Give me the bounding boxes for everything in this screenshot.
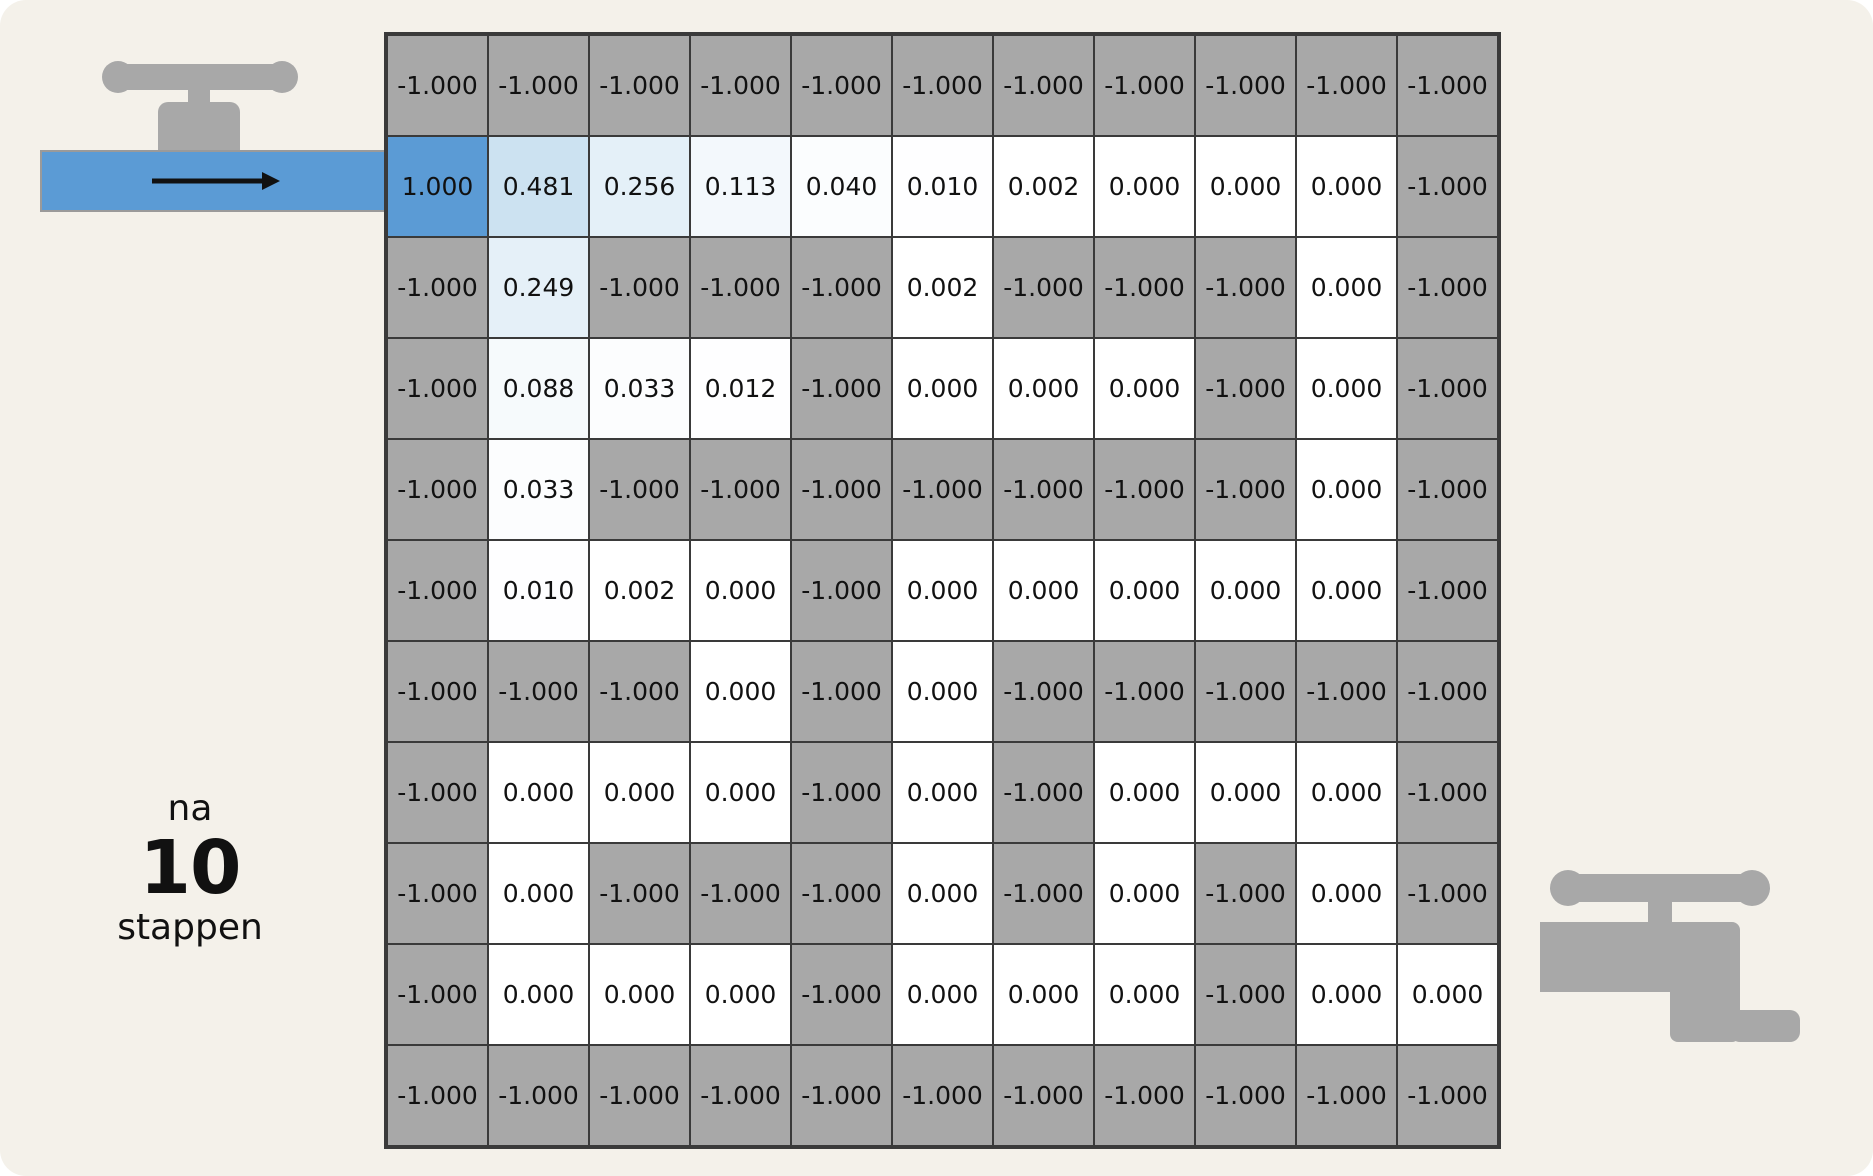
grid-cell: 0.000 bbox=[1296, 944, 1397, 1045]
grid-cell-wall: -1.000 bbox=[589, 1045, 690, 1146]
grid-cell: 0.000 bbox=[1094, 843, 1195, 944]
grid-cell-wall: -1.000 bbox=[387, 35, 488, 136]
grid-cell-wall: -1.000 bbox=[1094, 439, 1195, 540]
grid-cell-wall: -1.000 bbox=[387, 540, 488, 641]
value-grid bbox=[384, 32, 1501, 1149]
grid-cell-wall: -1.000 bbox=[1195, 338, 1296, 439]
grid-cell-wall: -1.000 bbox=[1094, 1045, 1195, 1146]
grid-cell: 0.000 bbox=[690, 742, 791, 843]
grid-cell: 0.000 bbox=[1296, 742, 1397, 843]
grid-cell-wall: -1.000 bbox=[488, 35, 589, 136]
grid-cell-wall: -1.000 bbox=[1195, 237, 1296, 338]
grid-cell: 0.000 bbox=[1296, 540, 1397, 641]
grid-cell-wall: -1.000 bbox=[791, 540, 892, 641]
grid-cell: 0.000 bbox=[1094, 742, 1195, 843]
grid-cell-wall: -1.000 bbox=[1397, 237, 1498, 338]
grid-cell-wall: -1.000 bbox=[1195, 439, 1296, 540]
grid-cell-wall: -1.000 bbox=[993, 439, 1094, 540]
grid-cell-wall: -1.000 bbox=[387, 439, 488, 540]
step-label-prefix: na bbox=[167, 788, 213, 829]
grid-cell-wall: -1.000 bbox=[1195, 641, 1296, 742]
grid-cell-wall: -1.000 bbox=[993, 1045, 1094, 1146]
grid-cell: 0.000 bbox=[1296, 237, 1397, 338]
grid-cell: 0.000 bbox=[892, 540, 993, 641]
grid-cell-wall: -1.000 bbox=[589, 35, 690, 136]
grid-cell: 0.040 bbox=[791, 136, 892, 237]
grid-cell: 0.012 bbox=[690, 338, 791, 439]
grid-cell-wall: -1.000 bbox=[488, 1045, 589, 1146]
grid-cell-wall: -1.000 bbox=[791, 742, 892, 843]
grid-cell-wall: -1.000 bbox=[1195, 35, 1296, 136]
grid-cell: 0.000 bbox=[892, 742, 993, 843]
grid-cell-wall: -1.000 bbox=[892, 1045, 993, 1146]
grid-cell: 0.000 bbox=[589, 944, 690, 1045]
grid-cell: 0.010 bbox=[892, 136, 993, 237]
grid-cell-wall: -1.000 bbox=[387, 338, 488, 439]
grid-cell: 0.000 bbox=[690, 944, 791, 1045]
grid-cell-wall: -1.000 bbox=[488, 641, 589, 742]
grid-cell: 0.033 bbox=[589, 338, 690, 439]
grid-cell: 0.010 bbox=[488, 540, 589, 641]
grid-cell-wall: -1.000 bbox=[387, 641, 488, 742]
grid-cell: 0.002 bbox=[892, 237, 993, 338]
grid-cell: 0.000 bbox=[892, 843, 993, 944]
grid-cell: 0.000 bbox=[1195, 136, 1296, 237]
grid-cell-wall: -1.000 bbox=[791, 641, 892, 742]
grid-cell-wall: -1.000 bbox=[1397, 641, 1498, 742]
grid-cell-wall: -1.000 bbox=[791, 237, 892, 338]
grid-cell-wall: -1.000 bbox=[1397, 843, 1498, 944]
grid-cell: 0.000 bbox=[589, 742, 690, 843]
grid-cell: 0.002 bbox=[589, 540, 690, 641]
grid-cell-wall: -1.000 bbox=[690, 439, 791, 540]
grid-cell-wall: -1.000 bbox=[1397, 540, 1498, 641]
grid-cell-wall: -1.000 bbox=[1296, 1045, 1397, 1146]
grid-cell-wall: -1.000 bbox=[791, 35, 892, 136]
grid-cell: 0.000 bbox=[1094, 338, 1195, 439]
grid-cell: 0.000 bbox=[488, 944, 589, 1045]
grid-cell: 0.000 bbox=[993, 338, 1094, 439]
grid-cell-wall: -1.000 bbox=[1094, 35, 1195, 136]
grid-cell-wall: -1.000 bbox=[1296, 641, 1397, 742]
grid-cell-wall: -1.000 bbox=[387, 742, 488, 843]
grid-cell-wall: -1.000 bbox=[993, 237, 1094, 338]
grid-cell-wall: -1.000 bbox=[589, 237, 690, 338]
grid-cell-wall: -1.000 bbox=[387, 1045, 488, 1146]
grid-cell-wall: -1.000 bbox=[1094, 641, 1195, 742]
grid-cell: 0.000 bbox=[1296, 338, 1397, 439]
grid-cell: 0.256 bbox=[589, 136, 690, 237]
grid-cell: 0.033 bbox=[488, 439, 589, 540]
grid-cell: 0.000 bbox=[892, 944, 993, 1045]
grid-cell-wall: -1.000 bbox=[791, 439, 892, 540]
grid-cell-wall: -1.000 bbox=[993, 742, 1094, 843]
grid-cell: 0.000 bbox=[1397, 944, 1498, 1045]
grid-cell-wall: -1.000 bbox=[791, 1045, 892, 1146]
grid-cell: 0.000 bbox=[488, 843, 589, 944]
grid-cell: 0.000 bbox=[1094, 136, 1195, 237]
grid-cell: 0.000 bbox=[1296, 843, 1397, 944]
grid-cell-wall: -1.000 bbox=[993, 35, 1094, 136]
grid-cell-wall: -1.000 bbox=[993, 843, 1094, 944]
grid-cell-wall: -1.000 bbox=[690, 1045, 791, 1146]
grid-cell-wall: -1.000 bbox=[993, 641, 1094, 742]
grid-cell: 0.249 bbox=[488, 237, 589, 338]
grid-cell: 0.000 bbox=[1094, 540, 1195, 641]
grid-cell: 0.088 bbox=[488, 338, 589, 439]
grid-cell-wall: -1.000 bbox=[1397, 742, 1498, 843]
grid-cell-wall: -1.000 bbox=[1195, 944, 1296, 1045]
grid-cell: 0.000 bbox=[993, 944, 1094, 1045]
grid-cell-wall: -1.000 bbox=[387, 944, 488, 1045]
grid-cell-wall: -1.000 bbox=[892, 35, 993, 136]
grid-cell-wall: -1.000 bbox=[1195, 1045, 1296, 1146]
grid-cell: 0.481 bbox=[488, 136, 589, 237]
grid-cell-wall: -1.000 bbox=[1397, 439, 1498, 540]
grid-cell-wall: -1.000 bbox=[589, 641, 690, 742]
grid-cell-wall: -1.000 bbox=[589, 843, 690, 944]
grid-cell-wall: -1.000 bbox=[1397, 136, 1498, 237]
grid-cell: 0.000 bbox=[690, 540, 791, 641]
grid-cell-wall: -1.000 bbox=[690, 35, 791, 136]
grid-cell-wall: -1.000 bbox=[690, 237, 791, 338]
grid-cell: 0.002 bbox=[993, 136, 1094, 237]
grid-cell-wall: -1.000 bbox=[1195, 843, 1296, 944]
faucet-icon-outlet bbox=[1540, 860, 1830, 1060]
grid-cell-wall: -1.000 bbox=[892, 439, 993, 540]
grid-cell-wall: -1.000 bbox=[1397, 338, 1498, 439]
step-label bbox=[40, 790, 340, 947]
step-label-number: 10 bbox=[139, 824, 241, 911]
grid-cell-wall: -1.000 bbox=[791, 338, 892, 439]
grid-cell: 0.000 bbox=[488, 742, 589, 843]
step-label-suffix: stappen bbox=[117, 907, 263, 949]
grid-cell-wall: -1.000 bbox=[1094, 237, 1195, 338]
grid-cell: 0.000 bbox=[1195, 540, 1296, 641]
grid-cell-wall: -1.000 bbox=[1296, 35, 1397, 136]
grid-cell: 0.000 bbox=[1296, 439, 1397, 540]
arrow-right-icon bbox=[150, 170, 280, 192]
grid-cell: 0.000 bbox=[690, 641, 791, 742]
grid-cell-wall: -1.000 bbox=[387, 843, 488, 944]
grid-cell: 0.000 bbox=[1094, 944, 1195, 1045]
grid-cell-wall: -1.000 bbox=[791, 944, 892, 1045]
grid-cell: 0.000 bbox=[993, 540, 1094, 641]
grid-cell-wall: -1.000 bbox=[387, 237, 488, 338]
grid-cell: 0.000 bbox=[892, 338, 993, 439]
grid-cell-wall: -1.000 bbox=[690, 843, 791, 944]
grid-cell: 1.000 bbox=[387, 136, 488, 237]
grid-cell: 0.000 bbox=[892, 641, 993, 742]
grid-cell: 0.113 bbox=[690, 136, 791, 237]
grid-cell-wall: -1.000 bbox=[589, 439, 690, 540]
grid-cell-wall: -1.000 bbox=[1397, 1045, 1498, 1146]
grid-cell-wall: -1.000 bbox=[791, 843, 892, 944]
grid-cell: 0.000 bbox=[1195, 742, 1296, 843]
grid-cell: 0.000 bbox=[1296, 136, 1397, 237]
grid-cell-wall: -1.000 bbox=[1397, 35, 1498, 136]
